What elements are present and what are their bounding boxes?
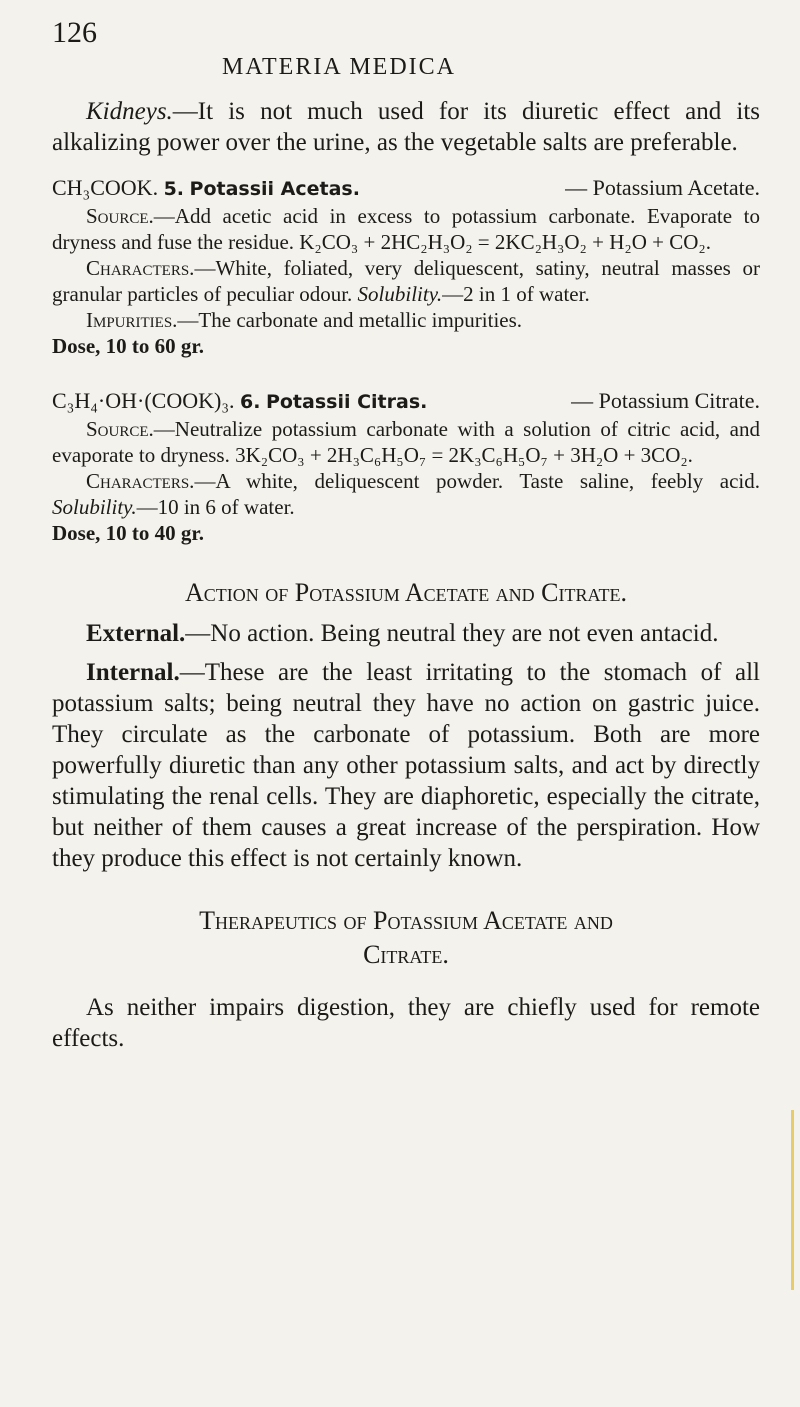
citras-solubility-text: —10 in 6 of water.	[136, 495, 295, 519]
citras-characters-label: Characters.	[86, 469, 195, 493]
action-heading: Action of Potassium Acetate and Citrate.	[184, 578, 628, 607]
kidneys-paragraph	[52, 96, 760, 158]
internal-paragraph	[52, 657, 760, 874]
acetas-number: 5.	[163, 178, 185, 200]
internal-text: —These are the least irritating to the stomach of all potassium salts; being neutral they have no action on gastric juice. They circulate as the carbonate of potassium. Both are more powerfully diuretic than any other potassium salts, and act by directly stimulating the renal cells. They are diaphoretic, especially the citrate, but neither of them causes a great increase of the perspiration. How they produce this effect is not certainly known.	[52, 659, 760, 872]
acetas-english-name: — Potassium Acetate.	[565, 175, 760, 200]
acetas-characters	[52, 255, 760, 307]
external-label: External.	[86, 620, 186, 647]
acetas-solubility-text: —2 in 1 of water.	[442, 282, 590, 306]
therapeutics-heading-line2: Citrate.	[363, 940, 449, 969]
acetas-heading	[52, 174, 760, 203]
page-edge-mark	[791, 1110, 794, 1290]
acetas-formula: CH₃COOK.	[52, 175, 159, 200]
acetas-solubility-label: Solubility.	[357, 282, 443, 306]
citras-english-name: — Potassium Citrate.	[571, 388, 760, 413]
text-column	[52, 96, 760, 1054]
citras-source	[52, 416, 760, 468]
citras-number: 6.	[240, 391, 261, 413]
acetas-characters-label: Characters.	[86, 256, 195, 280]
citras-source-label: Source.	[86, 417, 154, 441]
acetas-impurities-label: Impurities.	[86, 308, 178, 332]
citras-characters-text: —A white, deliquescent powder. Taste saline, feebly acid.	[194, 469, 760, 493]
acetas-source-text: —Add acetic acid in excess to potassium carbonate. Evaporate to dryness and fuse the residue. K₂CO₃ + 2HC₂H₃O₂ = 2KC₂H₃O₂ + H₂O + CO₂.	[52, 204, 760, 254]
citras-source-text: —Neutralize potassium carbonate with a solution of citric acid, and evaporate to dryness. 3K₂CO₃ + 2H₃C₆H₅O₇ = 2K₃C₆H₅O₇ + 3H₂O + 3CO₂.	[52, 417, 760, 467]
acetas-dose: Dose, 10 to 60 gr.	[52, 334, 205, 358]
acetas-impurities	[52, 307, 760, 333]
external-text: —No action. Being neutral they are not even antacid.	[185, 620, 719, 647]
citras-solubility-label: Solubility.	[52, 495, 137, 519]
citras-dose: Dose, 10 to 40 gr.	[52, 521, 205, 545]
citras-formula: C₃H₄·OH·(COOK)₃.	[52, 388, 235, 413]
citras-latin-name: Potassii Citras.	[265, 391, 428, 413]
external-paragraph	[52, 618, 760, 649]
acetas-source-label: Source.	[86, 204, 154, 228]
acetas-latin-name: Potassii Acetas.	[189, 178, 360, 200]
acetas-impurities-text: —The carbonate and metallic impurities.	[177, 308, 523, 332]
therapeutics-paragraph: As neither impairs digestion, they are chiefly used for remote effects.	[52, 994, 760, 1052]
acetas-characters-text: —White, foliated, very deliquescent, satiny, neutral masses or granular particles of peculiar odour.	[52, 256, 760, 306]
citras-heading	[52, 387, 760, 416]
page-number: 126	[52, 16, 97, 49]
acetas-source	[52, 203, 760, 255]
running-head: MATERIA MEDICA	[222, 54, 457, 80]
kidneys-label: Kidneys.	[86, 98, 173, 125]
internal-label: Internal.	[86, 659, 180, 686]
therapeutics-heading-line1: Therapeutics of Potassium Acetate and	[199, 906, 613, 935]
kidneys-text: —It is not much used for its diuretic effect and its alkalizing power over the urine, as the vegetable salts are preferable.	[52, 98, 760, 156]
citras-characters	[52, 468, 760, 520]
